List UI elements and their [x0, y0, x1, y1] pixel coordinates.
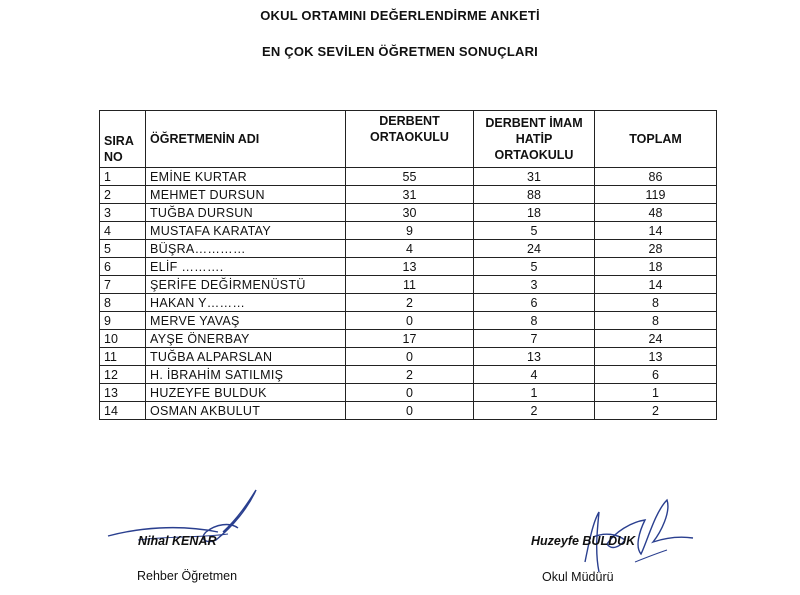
teacher-name: OSMAN AKBULUT	[146, 402, 346, 420]
imam-hatip-count: 31	[474, 168, 595, 186]
teacher-name: MERVE YAVAŞ	[146, 312, 346, 330]
table-row	[100, 222, 717, 240]
total-count: 14	[595, 222, 717, 240]
derbent-count: 31	[346, 186, 474, 204]
header-toplam: TOPLAM	[595, 111, 717, 168]
teacher-name: H. İBRAHİM SATILMIŞ	[146, 366, 346, 384]
row-number: 10	[100, 330, 146, 348]
signature-name-right: Huzeyfe BULDUK	[531, 534, 636, 548]
row-number: 13	[100, 384, 146, 402]
row-number: 2	[100, 186, 146, 204]
derbent-count: 4	[346, 240, 474, 258]
document-subtitle: EN ÇOK SEVİLEN ÖĞRETMEN SONUÇLARI	[261, 44, 538, 59]
imam-hatip-count: 3	[474, 276, 595, 294]
teacher-name: BÜŞRA…………	[146, 240, 346, 258]
total-count: 28	[595, 240, 717, 258]
row-number: 14	[100, 402, 146, 420]
imam-hatip-count: 24	[474, 240, 595, 258]
signature-name-left: Nihal KENAR	[138, 534, 217, 548]
teacher-name: TUĞBA ALPARSLAN	[146, 348, 346, 366]
imam-hatip-count: 4	[474, 366, 595, 384]
imam-hatip-count: 1	[474, 384, 595, 402]
table-row	[100, 186, 717, 204]
table-row	[100, 402, 717, 420]
imam-hatip-count: 88	[474, 186, 595, 204]
teacher-name: MUSTAFA KARATAY	[146, 222, 346, 240]
table-row	[100, 240, 717, 258]
derbent-count: 0	[346, 348, 474, 366]
teacher-name: TUĞBA DURSUN	[146, 204, 346, 222]
row-number: 1	[100, 168, 146, 186]
imam-hatip-count: 2	[474, 402, 595, 420]
row-number: 4	[100, 222, 146, 240]
header-sira-no: SIRA NO	[100, 111, 146, 168]
teacher-name: MEHMET DURSUN	[146, 186, 346, 204]
derbent-count: 13	[346, 258, 474, 276]
results-table	[99, 110, 717, 420]
teacher-name: AYŞE ÖNERBAY	[146, 330, 346, 348]
row-number: 6	[100, 258, 146, 276]
imam-hatip-count: 7	[474, 330, 595, 348]
imam-hatip-count: 6	[474, 294, 595, 312]
row-number: 9	[100, 312, 146, 330]
row-number: 8	[100, 294, 146, 312]
derbent-count: 55	[346, 168, 474, 186]
table-row	[100, 168, 717, 186]
table-row	[100, 258, 717, 276]
header-derbent-ortaokulu: DERBENT ORTAOKULU	[346, 111, 474, 168]
row-number: 3	[100, 204, 146, 222]
document-title: OKUL ORTAMINI DEĞERLENDİRME ANKETİ	[260, 8, 540, 23]
imam-hatip-count: 8	[474, 312, 595, 330]
derbent-count: 30	[346, 204, 474, 222]
total-count: 24	[595, 330, 717, 348]
total-count: 2	[595, 402, 717, 420]
imam-hatip-count: 13	[474, 348, 595, 366]
header-derbent-imam-hatip: DERBENT İMAM HATİP ORTAOKULU	[474, 111, 595, 168]
teacher-name: HAKAN Y………	[146, 294, 346, 312]
row-number: 12	[100, 366, 146, 384]
table-row	[100, 312, 717, 330]
imam-hatip-count: 5	[474, 258, 595, 276]
teacher-name: HUZEYFE BULDUK	[146, 384, 346, 402]
table-body	[100, 168, 717, 420]
table-row	[100, 330, 717, 348]
teacher-name: EMİNE KURTAR	[146, 168, 346, 186]
total-count: 1	[595, 384, 717, 402]
teacher-name: ELİF ……….	[146, 258, 346, 276]
total-count: 119	[595, 186, 717, 204]
row-number: 7	[100, 276, 146, 294]
derbent-count: 9	[346, 222, 474, 240]
row-number: 11	[100, 348, 146, 366]
derbent-count: 0	[346, 402, 474, 420]
total-count: 13	[595, 348, 717, 366]
total-count: 8	[595, 294, 717, 312]
total-count: 86	[595, 168, 717, 186]
derbent-count: 0	[346, 384, 474, 402]
row-number: 5	[100, 240, 146, 258]
table-row	[100, 366, 717, 384]
table-row	[100, 276, 717, 294]
teacher-name: ŞERİFE DEĞİRMENÜSTÜ	[146, 276, 346, 294]
total-count: 48	[595, 204, 717, 222]
derbent-count: 2	[346, 366, 474, 384]
signature-title-left: Rehber Öğretmen	[137, 569, 238, 583]
total-count: 8	[595, 312, 717, 330]
total-count: 18	[595, 258, 717, 276]
imam-hatip-count: 5	[474, 222, 595, 240]
signature-title-right: Okul Müdürü	[542, 570, 614, 584]
derbent-count: 0	[346, 312, 474, 330]
total-count: 6	[595, 366, 717, 384]
total-count: 14	[595, 276, 717, 294]
derbent-count: 2	[346, 294, 474, 312]
derbent-count: 11	[346, 276, 474, 294]
table-header-row	[100, 111, 717, 168]
derbent-count: 17	[346, 330, 474, 348]
table-row	[100, 294, 717, 312]
table-row	[100, 204, 717, 222]
imam-hatip-count: 18	[474, 204, 595, 222]
table-row	[100, 348, 717, 366]
header-teacher-name: ÖĞRETMENİN ADI	[146, 111, 346, 168]
table-row	[100, 384, 717, 402]
